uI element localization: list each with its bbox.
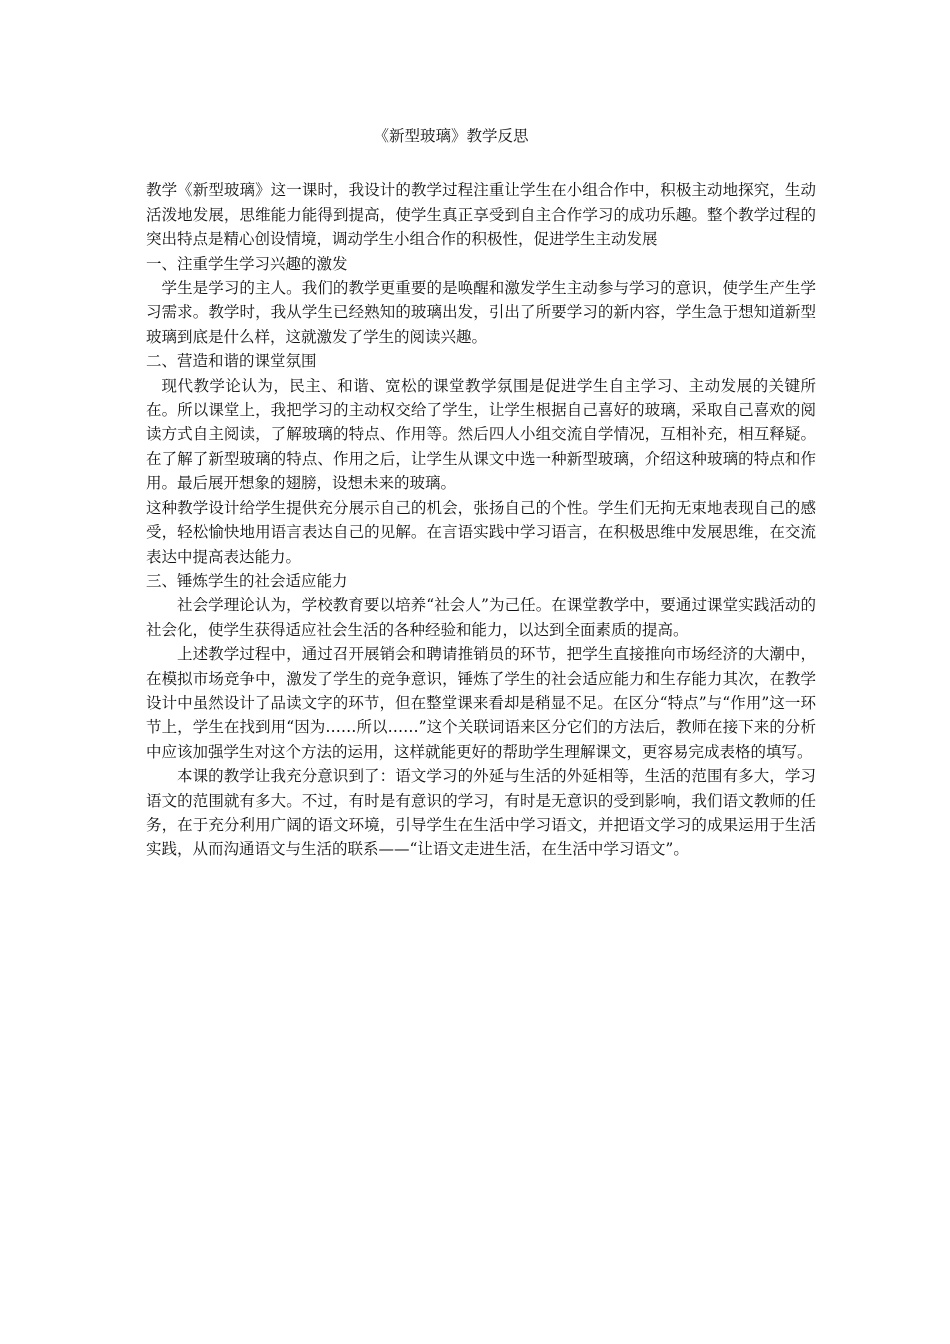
section-3-paragraph-1: 社会学理论认为，学校教育要以培养“社会人”为己任。在课堂教学中，要通过课堂实践活动的社会化，使学生获得适应社会生活的各种经验和能力，以达到全面素质的提高。 [146,596,816,639]
section-3-paragraph-3: 本课的教学让我充分意识到了：语文学习的外延与生活的外延相等，生活的范围有多大，学习语文的范围就有多大。不过，有时是有意识的学习，有时是无意识的受到影响，我们语文教师的任务，在于充分利用广阔的语文环境，引导学生在生活中学习语文，并把语文学习的成果运用于生活实践，从而沟通语文与生活的联系——“让语文走进生活，在生活中学习语文”。 [146,767,816,859]
document-page [146,124,816,862]
section-2-paragraph-2: 这种教学设计给学生提供充分展示自己的机会，张扬自己的个性。学生们无拘无束地表现自己的感受，轻松愉快地用语言表达自己的见解。在言语实践中学习语言，在积极思维中发展思维，在交流表达中提高表达能力。 [146,498,816,566]
section-3-paragraph-2: 上述教学过程中，通过召开展销会和聘请推销员的环节，把学生直接推向市场经济的大潮中，在模拟市场竞争中，激发了学生的竞争意识，锤炼了学生的社会适应能力和生存能力其次，在教学设计中虽然设计了品读文字的环节，但在整堂课来看却是稍显不足。在区分“特点”与“作用”这一环节上，学生在找到用“因为……所以……”这个关联词语来区分它们的方法后，教师在接下来的分析中应该加强学生对这个方法的运用，这样就能更好的帮助学生理解课文，更容易完成表格的填写。 [146,645,816,761]
section-1-paragraph-1: 学生是学习的主人。我们的教学更重要的是唤醒和激发学生主动参与学习的意识，使学生产生学习需求。教学时，我从学生已经熟知的玻璃出发，引出了所要学习的新内容，学生急于想知道新型玻璃到底是什么样，这就激发了学生的阅读兴趣。 [146,279,816,346]
section-2-heading: 二、营造和谐的课堂氛围 [146,352,317,371]
section-3-heading: 三、锤炼学生的社会适应能力 [146,571,348,590]
section-1-heading: 一、注重学生学习兴趣的激发 [146,254,348,273]
section-2-paragraph-1: 现代教学论认为，民主、和谐、宽松的课堂教学氛围是促进学生自主学习、主动发展的关键所在。所以课堂上，我把学习的主动权交给了学生，让学生根据自己喜好的玻璃，采取自己喜欢的阅读方式自主阅读，了解玻璃的特点、作用等。然后四人小组交流自学情况，互相补充，相互释疑。在了解了新型玻璃的特点、作用之后，让学生从课文中选一种新型玻璃，介绍这种玻璃的特点和作用。最后展开想象的翅膀，设想未来的玻璃。 [146,376,816,493]
intro-paragraph: 教学《新型玻璃》这一课时，我设计的教学过程注重让学生在小组合作中，积极主动地探究，生动活泼地发展，思维能力能得到提高，使学生真正享受到自主合作学习的成功乐趣。整个教学过程的突出特点是精心创设情境，调动学生小组合作的积极性，促进学生主动发展 [146,181,816,249]
document-title: 《新型玻璃》教学反思 [373,127,529,145]
